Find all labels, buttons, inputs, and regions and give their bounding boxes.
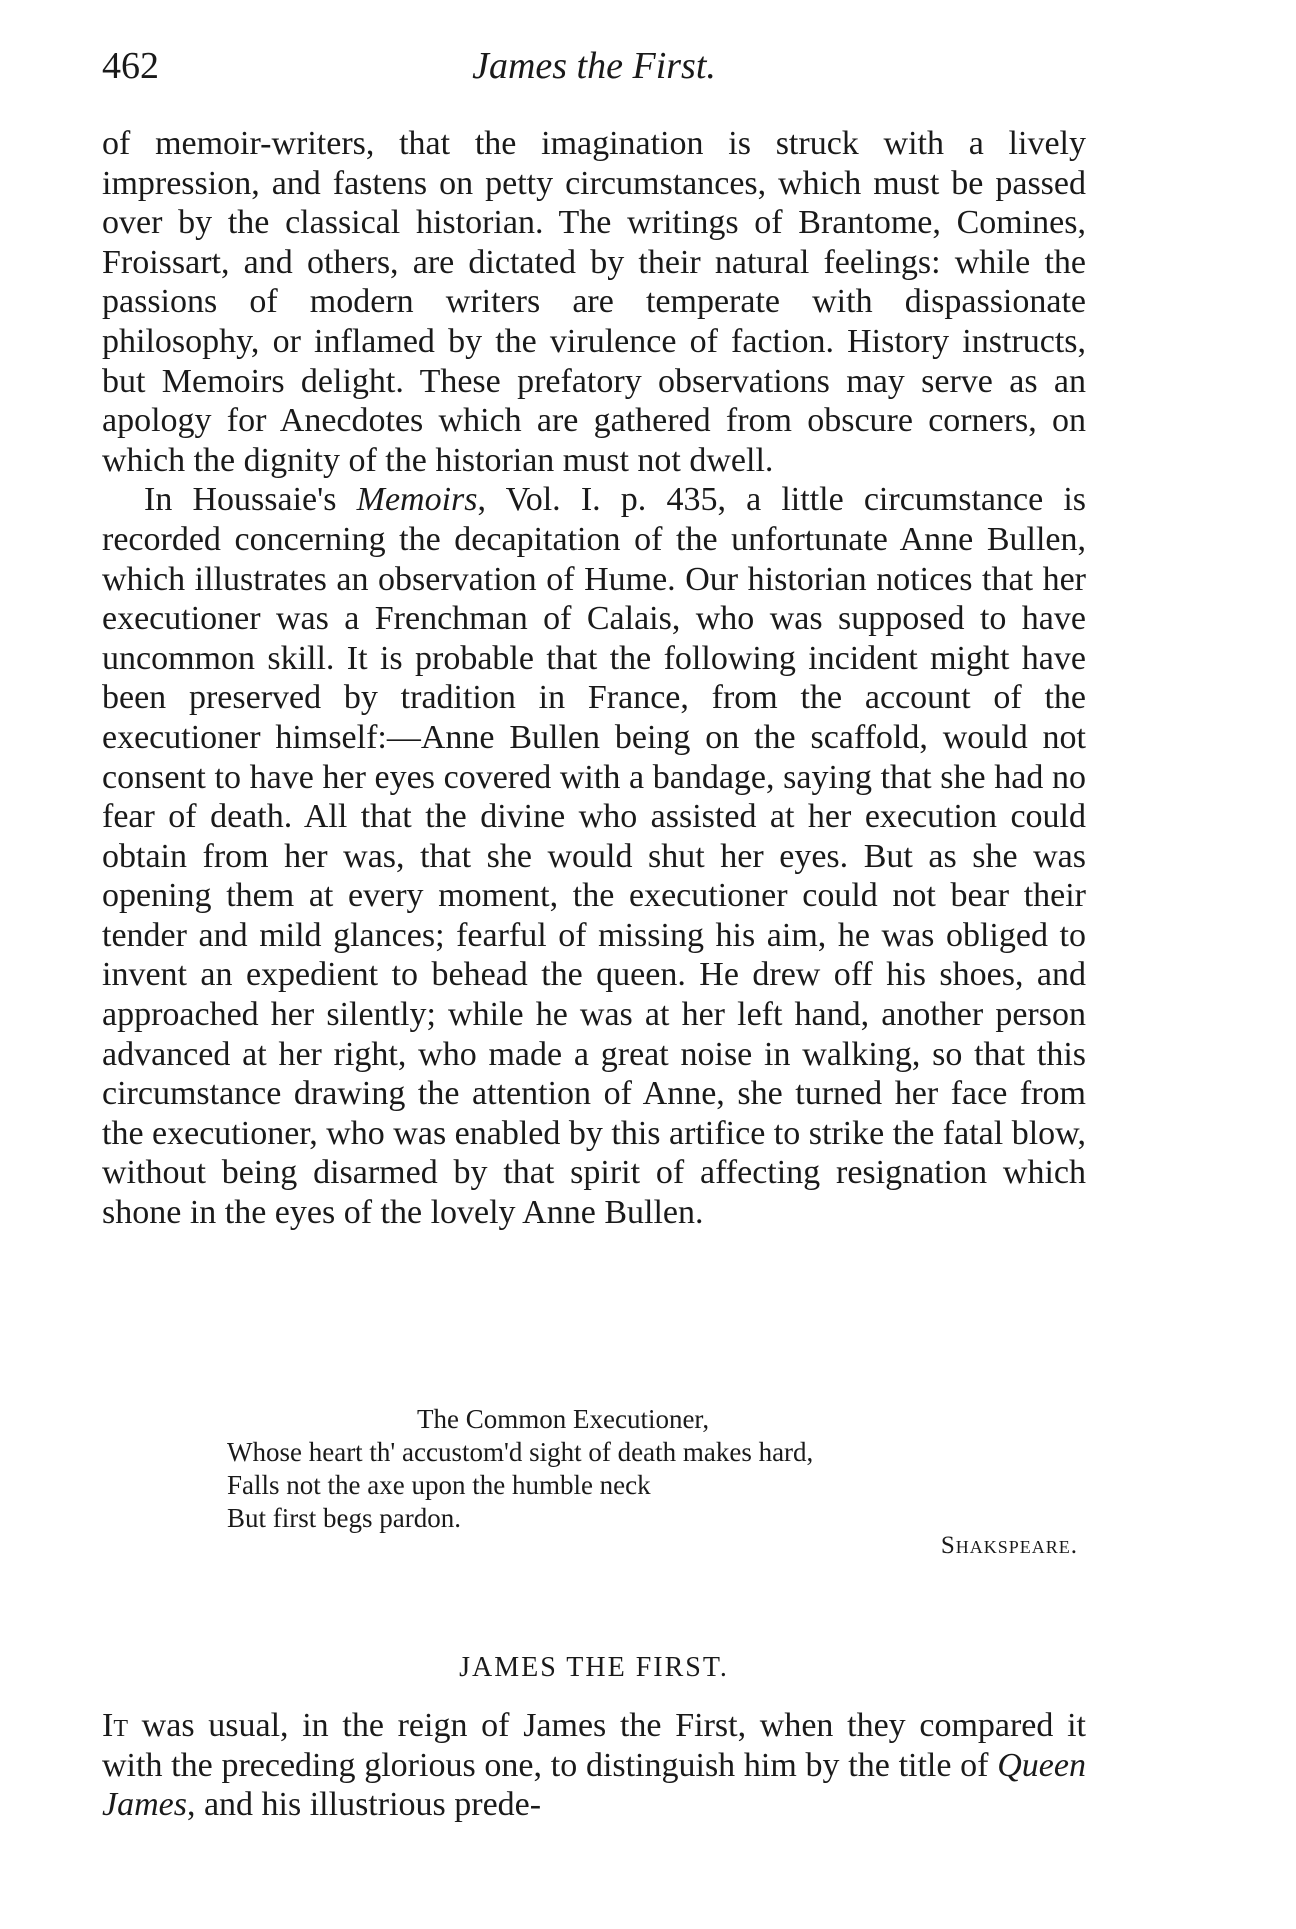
verse-quotation	[227, 1403, 813, 1535]
paragraph-anne-bullen	[102, 480, 1086, 1232]
paragraph-anne-bullen-rest: , Vol. I. p. 435, a little circumstance is recorded concerning the decapitation of the unfortunate Anne Bullen, which illustrates an observation of Hume. Our historian notices that her executioner was a Frenchman of Calais, who was supposed to have uncommon skill. It is probable that the following incident might have been preserved by tradition in France, from the account of the executioner himself:—Anne Bullen being on the scaffold, would not consent to have her eyes covered with a bandage, saying that she had no fear of death. All that the divine who assisted at her execution could obtain from her was, that she would shut her eyes. But as she was opening them at every moment, the executioner could not bear their tender and mild glances; fearful of missing his aim, he was obliged to invent an expedient to behead the queen. He drew off his shoes, and approached her silently; while he was at her left hand, another person advanced at her right, who made a great noise in walking, so that this circumstance drawing the attention of Anne, she turned her face from the executioner, who was enabled by this artifice to strike the fatal blow, without being disarmed by that spirit of affecting resignation which shone in the eyes of the lovely Anne Bullen.	[102, 481, 1087, 1232]
memoirs-title: Memoirs	[356, 481, 478, 519]
paragraph-anne-bullen-start: In Houssaie's	[144, 481, 357, 519]
paragraph-memoir-writers: of memoir-writers, that the imagination is struck with a lively impression, and fastens on petty circumstances, which must be passed over by the classical historian. The writings of Brantome, Comines, Froissart, and others, are dictated by their natural feelings: while the passions of modern writers are temperate with dispassionate philosophy, or inflamed by the virulence of faction. History instructs, but Memoirs delight. These prefatory observations may serve as an apology for Anecdotes which are gathered from obscure corners, on which the dignity of the historian must not dwell.	[102, 125, 1086, 479]
section-paragraph	[102, 1706, 1086, 1825]
page-header	[102, 44, 1086, 94]
verse-line: Whose heart th' accustom'd sight of death makes hard,	[227, 1437, 814, 1467]
running-head: James the First.	[472, 45, 716, 87]
verse-attribution: Shakspeare.	[940, 1532, 1078, 1559]
verse-line: But first begs pardon.	[227, 1503, 461, 1533]
section-text-start: was usual, in the reign of James the First, when they compared it with the preceding glorious one, to distinguish him by the title of	[102, 1707, 1086, 1784]
main-text	[102, 124, 1086, 1233]
verse-line: The Common Executioner,	[417, 1404, 710, 1434]
verse-line: Falls not the axe upon the humble neck	[227, 1470, 651, 1500]
section-title: JAMES THE FIRST.	[459, 1652, 729, 1683]
section-text-end: , and his illustrious prede-	[186, 1786, 542, 1824]
queen-james-italic: Queen James	[102, 1746, 1086, 1824]
lead-word: It	[102, 1707, 128, 1744]
page-number: 462	[102, 45, 159, 87]
